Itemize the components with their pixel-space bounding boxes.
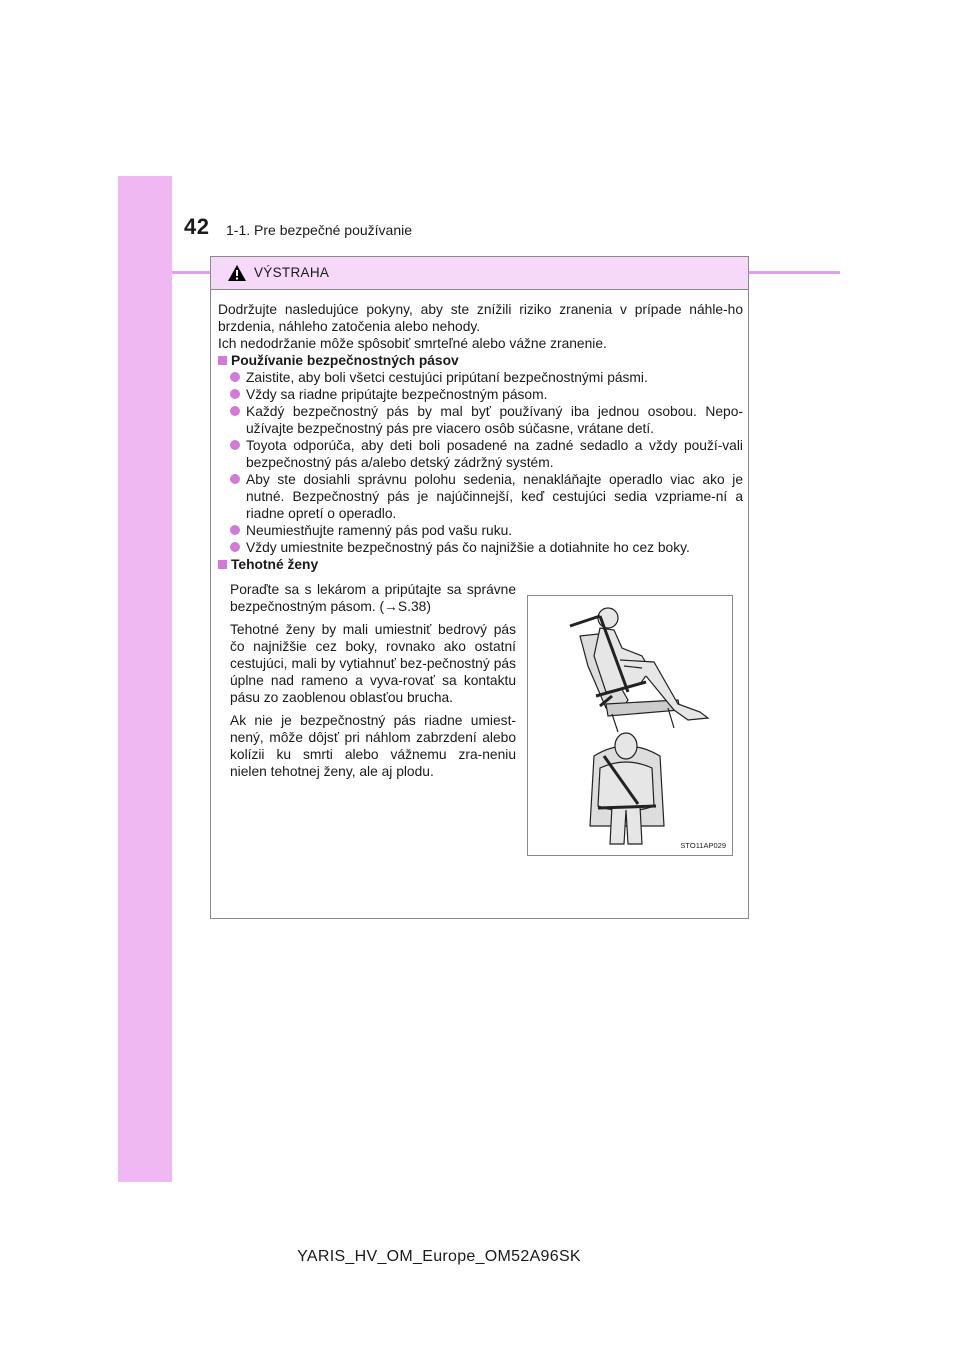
doc-code: YARIS_HV_OM_Europe_OM52A96SK [297, 1248, 581, 1265]
section-heading-pregnant: Tehotné ženy [218, 556, 743, 573]
footer [0, 1248, 960, 1266]
paragraph: Poraďte sa s lekárom a pripútajte sa správne bezpečnostným pásom. (→S.38) [230, 582, 516, 614]
warning-title: VÝSTRAHA [254, 265, 330, 280]
pregnant-seatbelt-illustration [527, 595, 733, 856]
list-item: Neumiestňujte ramenný pás pod vašu ruku. [218, 522, 743, 539]
pregnant-text [218, 581, 516, 786]
warning-box [210, 256, 749, 919]
list-item: Toyota odporúča, aby deti boli posadené na zadné sedadlo a vždy použí-vali bezpečnostný pás a/alebo detský zádržný systém. [218, 437, 743, 471]
list-item: Vždy umiestnite bezpečnostný pás čo najnižšie a dotiahnite ho cez boky. [218, 539, 743, 556]
paragraph: Ak nie je bezpečnostný pás riadne umiest-nený, môže dôjsť pri náhlom zabrzdení alebo kolízii ku smrti alebo vážnemu zra-neniu nielen tehotnej ženy, ale aj plodu. [230, 713, 516, 779]
list-item: Zaistite, aby boli všetci cestujúci pripútaní bezpečnostnými pásmi. [218, 369, 743, 386]
list-item: Aby ste dosiahli správnu polohu sedenia, nenakláňajte operadlo viac ako je nutné. Bezpečnostný pás je najúčinnejší, keď cestujúci sedia vzpriame-ní a riadne opretí o operadlo. [218, 471, 743, 522]
section-title: 1-1. Pre bezpečné používanie [226, 222, 413, 238]
list-item: Každý bezpečnostný pás by mal byť používaný iba jednou osobou. Nepo-užívajte bezpečnostný pás pre viacero osôb súčasne, vrátane detí. [218, 403, 743, 437]
warning-header [211, 257, 748, 290]
warning-intro: Dodržujte nasledujúce pokyny, aby ste znížili riziko zranenia v prípade náhle-ho brzdenia, náhleho zatočenia alebo nehody. [218, 302, 743, 334]
side-color-band [118, 176, 172, 1182]
page-number: 42 [184, 214, 210, 239]
figure-code: STO11AP029 [680, 841, 726, 850]
warning-triangle-icon [227, 264, 247, 282]
list-item: Vždy sa riadne pripútajte bezpečnostným pásom. [218, 386, 743, 403]
paragraph: Tehotné ženy by mali umiestniť bedrový pás čo najnižšie cez boky, rovnako ako ostatní cestujúci, mali by vytiahnuť bez-pečnostný pás úplne nad rameno a vyva-rovať sa kontaktu pásu zo zaoblenou oblasťou brucha. [230, 622, 516, 705]
seatbelt-illustration-graphic [528, 596, 732, 855]
warning-consequence: Ich nedodržanie môže spôsobiť smrteľné alebo vážne zranenie. [218, 336, 607, 351]
section-heading-seatbelts: Používanie bezpečnostných pásov [218, 352, 743, 369]
